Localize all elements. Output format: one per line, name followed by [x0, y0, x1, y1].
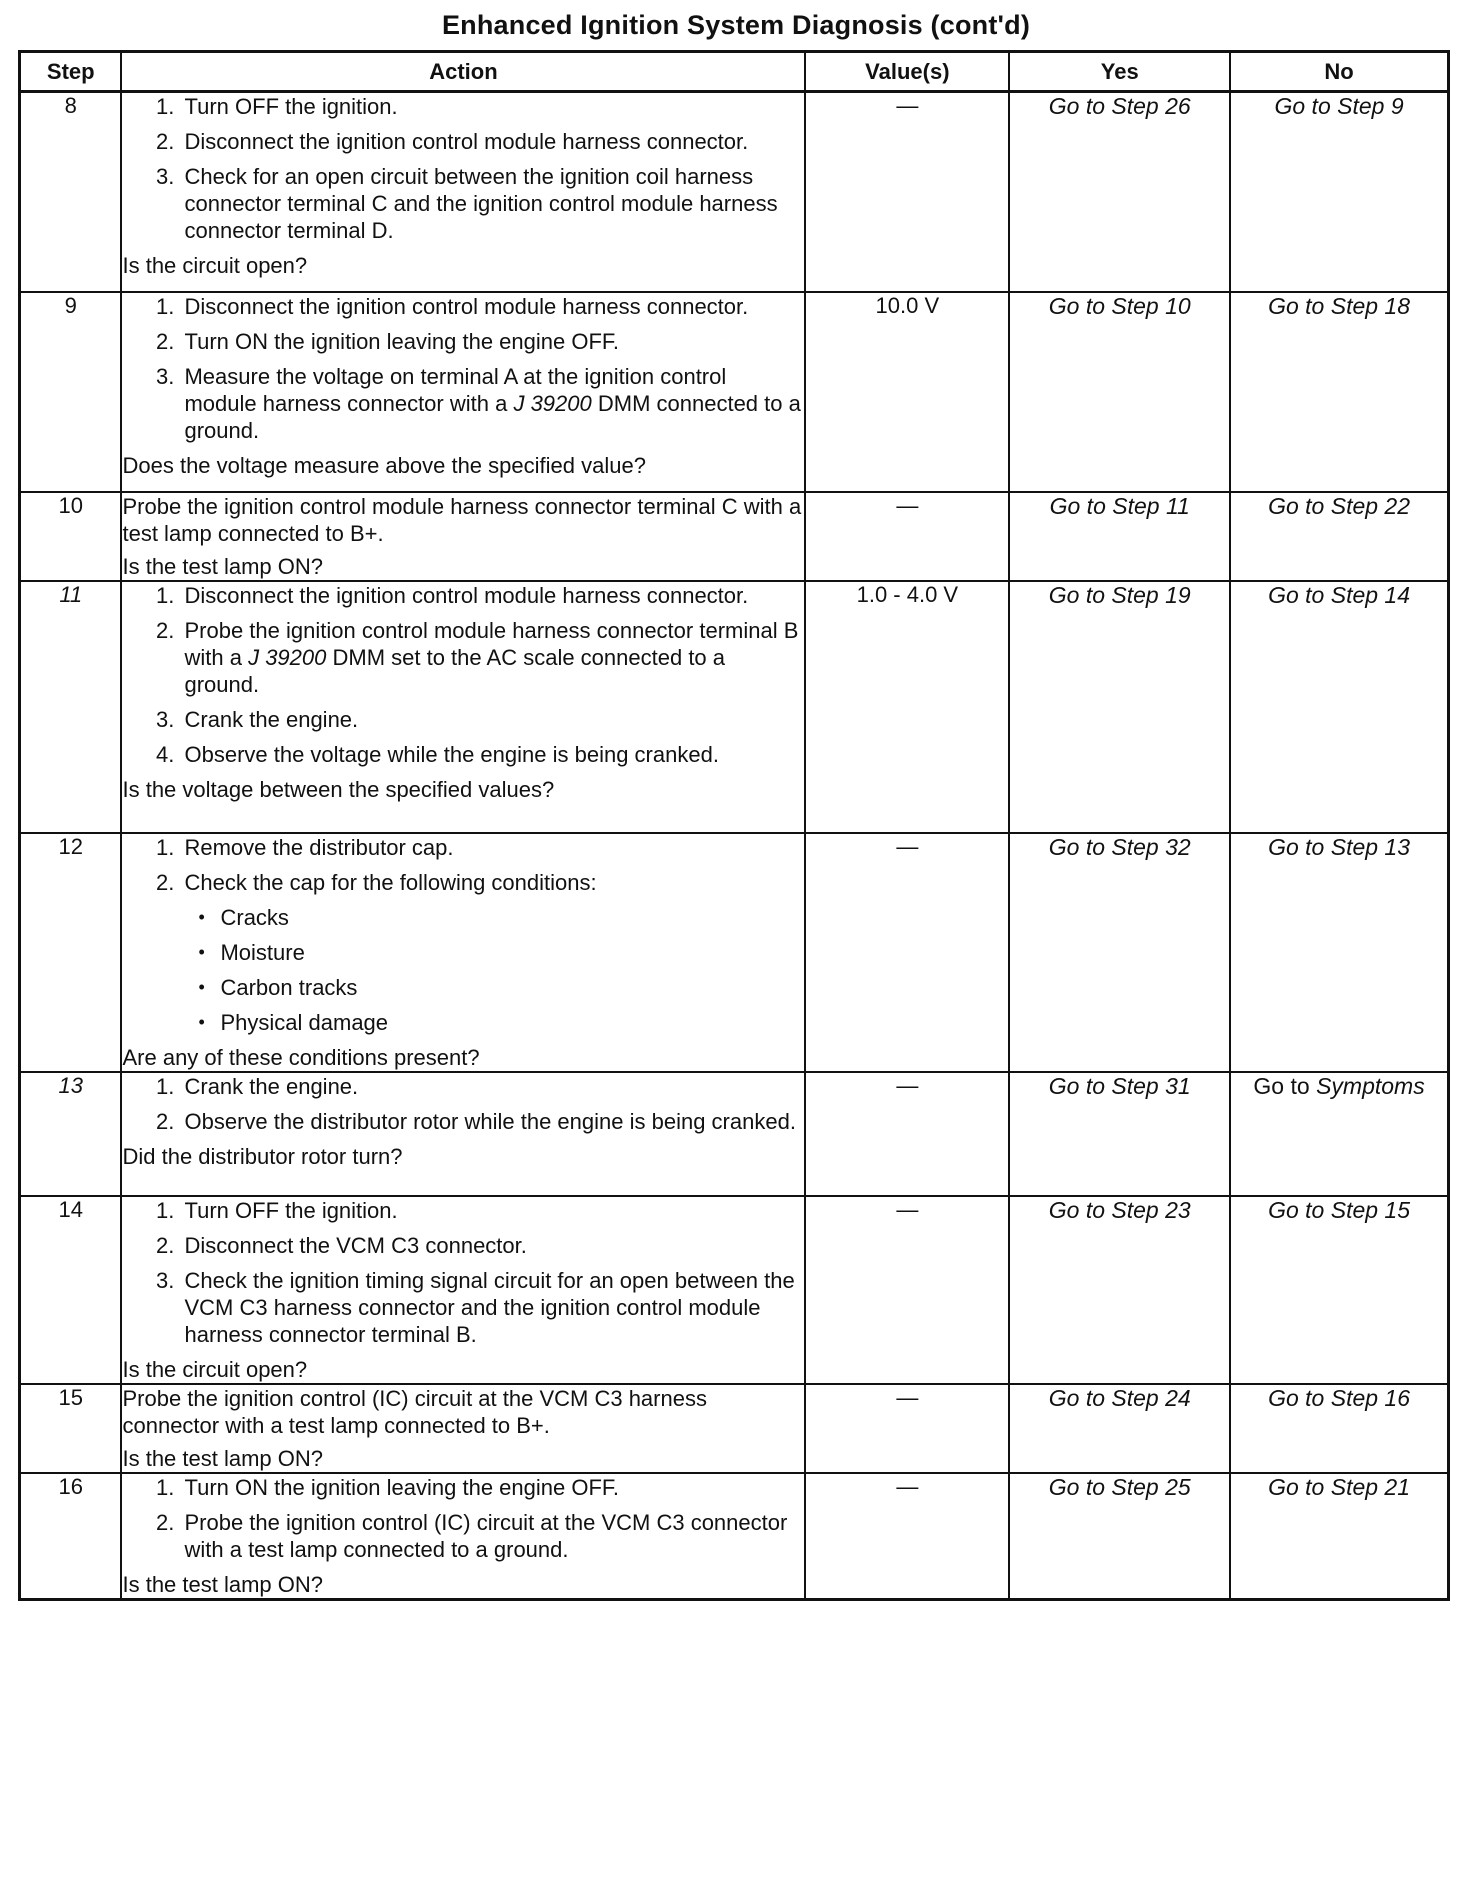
action-text: Probe the ignition control (IC) circuit at the VCM C3 harness connector with a test lamp connected to B+. [122, 1385, 707, 1438]
yes-outcome: Go to Step 11 [1009, 492, 1230, 581]
yes-outcome: Go to Step 26 [1009, 92, 1230, 292]
action-step: 4. Observe the voltage while the engine is being cranked. [180, 741, 804, 768]
no-outcome: Go to Step 16 [1230, 1384, 1448, 1473]
no-outcome: Go to Step 21 [1230, 1473, 1448, 1600]
no-outcome: Go to Step 9 [1230, 92, 1448, 292]
value-cell: 10.0 V [805, 292, 1009, 492]
page-title: Enhanced Ignition System Diagnosis (cont'd) [441, 10, 1031, 40]
table-row [20, 1473, 1449, 1600]
value-cell: — [805, 833, 1009, 1072]
yes-outcome: Go to Step 24 [1009, 1384, 1230, 1473]
action-text: Probe the ignition control module harness connector terminal C with a test lamp connected to B+. [122, 493, 802, 546]
action-text: DMM set to the AC scale connected to a ground. [184, 644, 726, 697]
step-number: 14 [20, 1196, 122, 1384]
header-no: No [1230, 52, 1448, 92]
table-row [20, 492, 1449, 581]
step-number: 15 [20, 1384, 122, 1473]
action-step: 3. Check the ignition timing signal circuit for an open between the VCM C3 harness connector and the ignition control module harness connector terminal B. [180, 1267, 804, 1348]
action-question: Is the circuit open? [122, 1356, 308, 1382]
step-number: 10 [20, 492, 122, 581]
action-step: 1. Disconnect the ignition control module harness connector. [180, 293, 804, 320]
action-cell [121, 1384, 805, 1473]
action-step: 2. Disconnect the VCM C3 connector. [180, 1232, 804, 1259]
action-step [180, 869, 804, 1036]
condition-item: • Moisture [216, 939, 804, 966]
action-steps [122, 834, 804, 1036]
header-action: Action [121, 52, 805, 92]
no-outcome [1230, 1072, 1448, 1196]
action-cell [121, 1196, 805, 1384]
action-step: 3. Check for an open circuit between the ignition coil harness connector terminal C and the ignition control module harness connector terminal D. [180, 163, 804, 244]
condition-list [184, 904, 804, 1036]
action-cell [121, 492, 805, 581]
step-number: 11 [20, 581, 122, 833]
action-cell [121, 292, 805, 492]
header-step: Step [20, 52, 122, 92]
action-step [180, 617, 804, 698]
action-question: Is the test lamp ON? [122, 1571, 324, 1597]
action-steps [122, 1197, 804, 1348]
condition-item: • Cracks [216, 904, 804, 931]
action-text: DMM connected to a ground. [184, 390, 801, 443]
yes-outcome: Go to Step 31 [1009, 1072, 1230, 1196]
action-step: 1. Remove the distributor cap. [180, 834, 804, 861]
action-text: Check the cap for the following conditions: [184, 869, 597, 895]
no-outcome-prefix: Go to [1253, 1072, 1317, 1099]
action-steps [122, 93, 804, 244]
action-question: Is the circuit open? [122, 253, 308, 278]
action-question: Is the voltage between the specified values? [122, 776, 555, 802]
action-steps [122, 1073, 804, 1135]
table-row [20, 1384, 1449, 1473]
action-question: Does the voltage measure above the specified value? [122, 452, 646, 478]
action-step: 1. Disconnect the ignition control module harness connector. [180, 582, 804, 609]
condition-item: • Physical damage [216, 1009, 804, 1036]
action-question: Did the distributor rotor turn? [122, 1143, 403, 1169]
action-text: Probe the ignition control module harness connector terminal B with a [184, 617, 799, 670]
table-header-row [20, 52, 1449, 92]
action-cell [121, 1473, 805, 1600]
action-step [180, 363, 804, 444]
table-row [20, 292, 1449, 492]
yes-outcome: Go to Step 32 [1009, 833, 1230, 1072]
action-step: 2. Probe the ignition control (IC) circuit at the VCM C3 connector with a test lamp connected to a ground. [180, 1509, 804, 1563]
table-row [20, 1072, 1449, 1196]
action-step: 2. Disconnect the ignition control module harness connector. [180, 128, 804, 155]
yes-outcome: Go to Step 23 [1009, 1196, 1230, 1384]
action-question: Are any of these conditions present? [122, 1044, 480, 1070]
table-row [20, 1196, 1449, 1384]
no-outcome: Go to Step 13 [1230, 833, 1448, 1072]
action-steps [122, 1474, 804, 1563]
step-number: 13 [20, 1072, 122, 1196]
yes-outcome: Go to Step 19 [1009, 581, 1230, 833]
table-row [20, 833, 1449, 1072]
step-number: 8 [20, 92, 122, 292]
yes-outcome: Go to Step 10 [1009, 292, 1230, 492]
action-question: Is the test lamp ON? [122, 553, 324, 579]
step-number: 12 [20, 833, 122, 1072]
tool-reference: J 39200 [513, 390, 592, 416]
table-row [20, 581, 1449, 833]
action-text: Measure the voltage on terminal A at the ignition control module harness connector with a [184, 363, 727, 416]
no-outcome: Go to Step 18 [1230, 292, 1448, 492]
action-cell [121, 1072, 805, 1196]
action-question: Is the test lamp ON? [122, 1445, 324, 1471]
tool-reference: J 39200 [248, 644, 327, 670]
value-cell: — [805, 92, 1009, 292]
action-step: 1. Turn OFF the ignition. [180, 93, 804, 120]
step-number: 9 [20, 292, 122, 492]
action-cell [121, 581, 805, 833]
action-step: 1. Turn OFF the ignition. [180, 1197, 804, 1224]
action-step: 2. Observe the distributor rotor while the engine is being cranked. [180, 1108, 804, 1135]
no-outcome: Go to Step 14 [1230, 581, 1448, 833]
header-value: Value(s) [805, 52, 1009, 92]
action-step: 3. Crank the engine. [180, 706, 804, 733]
value-cell: — [805, 1473, 1009, 1600]
header-yes: Yes [1009, 52, 1230, 92]
action-steps [122, 293, 804, 444]
diagnosis-table [18, 50, 1450, 1601]
table-row [20, 92, 1449, 292]
action-step: 1. Crank the engine. [180, 1073, 804, 1100]
symptoms-reference: Symptoms [1316, 1072, 1425, 1099]
condition-item: • Carbon tracks [216, 974, 804, 1001]
value-cell: — [805, 1072, 1009, 1196]
action-step: 1. Turn ON the ignition leaving the engine OFF. [180, 1474, 804, 1501]
action-cell [121, 833, 805, 1072]
no-outcome: Go to Step 22 [1230, 492, 1448, 581]
yes-outcome: Go to Step 25 [1009, 1473, 1230, 1600]
action-step: 2. Turn ON the ignition leaving the engine OFF. [180, 328, 804, 355]
value-cell: 1.0 - 4.0 V [805, 581, 1009, 833]
value-cell: — [805, 1196, 1009, 1384]
value-cell: — [805, 492, 1009, 581]
action-steps [122, 582, 804, 768]
value-cell: — [805, 1384, 1009, 1473]
step-number: 16 [20, 1473, 122, 1600]
no-outcome: Go to Step 15 [1230, 1196, 1448, 1384]
action-cell [121, 92, 805, 292]
